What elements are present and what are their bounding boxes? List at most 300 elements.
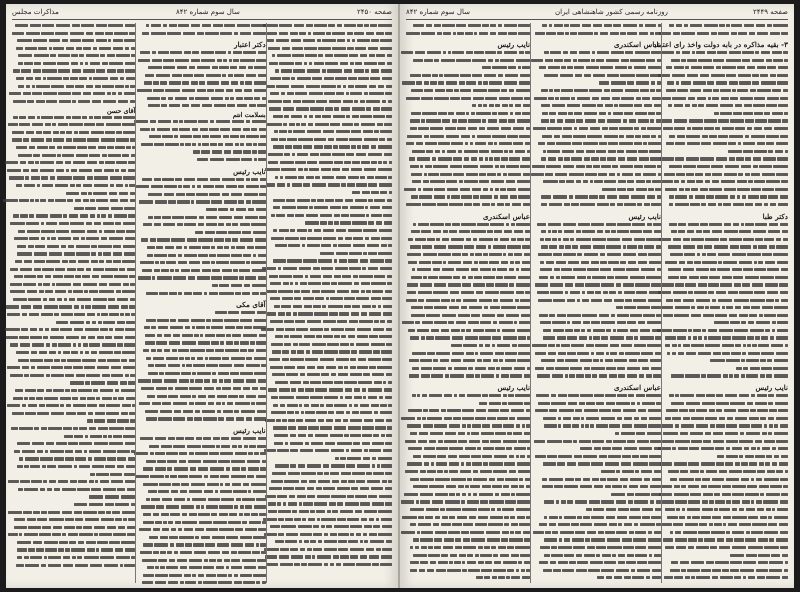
text-line [668,477,788,485]
text-line [273,365,392,373]
text-line [273,517,392,525]
text-line [273,61,392,69]
text-line [12,122,135,130]
text-line [12,510,135,518]
text-line [406,194,530,202]
text-line [406,172,530,180]
text-line [668,260,788,268]
text-line [668,537,788,545]
text-line [406,157,530,165]
text-line [142,119,265,127]
right-title: روزنامه رسمی کشور شاهنشاهی ایران [555,8,668,16]
text-line [142,283,265,291]
text-line [668,244,788,252]
text-line [406,351,530,359]
text-line [537,499,661,507]
right-col-2-text [537,23,661,583]
text-line [142,31,265,39]
text-line [12,99,135,107]
text-line [668,439,788,447]
text-line [273,418,392,426]
text-line [12,441,135,449]
text-line [273,304,392,312]
text-line [273,228,392,236]
text-line [273,220,392,228]
text-line [142,88,265,96]
speaker-name: آقای حسن [106,106,136,115]
text-line [12,289,135,297]
text-line [12,563,135,571]
text-line [142,73,265,81]
text-line [12,236,135,244]
text-line [142,580,265,588]
text-line [12,213,135,221]
text-line [537,575,661,583]
text-line [668,424,788,432]
text-line [273,501,392,509]
text-line [273,160,392,168]
section-heading: عباس اسکندری [483,211,530,221]
text-line [537,58,661,66]
text-line [273,524,392,532]
text-line [668,499,788,507]
text-line [668,416,788,424]
text-line [406,393,530,401]
text-line [668,237,788,245]
text-line [12,267,135,275]
text-line [142,103,265,111]
text-line [12,130,135,138]
text-line [537,408,661,416]
text-line [273,441,392,449]
text-line [273,547,392,555]
text-line [142,150,265,158]
text-line [12,327,135,335]
right-page-columns [406,23,788,583]
text-line [273,388,392,396]
text-line [406,275,530,283]
text-line [273,471,392,479]
text-line [12,31,135,39]
text-line [668,31,788,39]
left-column-3 [12,23,136,583]
text-line [142,310,265,318]
text-line [668,23,788,31]
text-line [668,126,788,134]
text-line [12,426,135,434]
text-line [537,343,661,351]
text-line [668,313,788,321]
right-page-header [406,8,788,20]
text-line [12,244,135,252]
text-line [537,111,661,119]
text-line [12,251,135,259]
text-line [406,187,530,195]
text-line [273,350,392,358]
text-line [668,530,788,538]
text-line [273,372,392,380]
text-line [142,527,265,535]
text-line [406,401,530,409]
text-line [12,312,135,320]
text-line [142,184,265,192]
text-line [273,69,392,77]
text-line [537,229,661,237]
text-line [668,111,788,119]
text-line [668,515,788,523]
text-line [142,81,265,89]
text-line [12,168,135,176]
left-column-2 [142,23,266,583]
text-line [668,393,788,401]
left-page-number: صفحه ۲۴۵۰ [356,8,392,16]
text-line [537,126,661,134]
text-line [142,489,265,497]
text-line [12,525,135,533]
text-line [537,461,661,469]
section-heading: نایب رئیس [755,383,788,393]
text-line [406,545,530,553]
text-line [537,73,661,81]
text-line [142,466,265,474]
text-line [273,46,392,54]
text-line [12,76,135,84]
left-issue-label: سال سوم شماره ۸۴۲ [175,8,240,16]
text-line [537,568,661,576]
newspaper-spread [6,4,794,588]
text-line [273,509,392,517]
right-issue-label: سال سوم شماره ۸۴۲ [406,8,470,16]
text-line [668,298,788,306]
text-line [142,134,265,142]
text-line [273,479,392,487]
text-line [12,84,135,92]
text-line [12,373,135,381]
text-line [406,484,530,492]
text-line [406,477,530,485]
section-heading: عباس اسکندری [614,40,661,50]
text-line [406,366,530,374]
text-line [668,194,788,202]
text-line [12,229,135,237]
text-line [537,313,661,321]
text-line [537,560,661,568]
text-line [12,91,135,99]
text-line [142,482,265,490]
text-line [537,267,661,275]
text-line [273,236,392,244]
text-line [537,119,661,127]
text-line [668,469,788,477]
text-line [12,449,135,457]
right-col-1-text [653,23,788,583]
text-line [273,425,392,433]
text-line [406,374,530,382]
text-line [668,568,788,576]
text-line [142,565,265,573]
text-line [273,281,392,289]
text-line [273,145,392,153]
text-line [12,434,135,442]
text-line [273,380,392,388]
text-line [537,88,661,96]
left-col-3-text [12,23,135,583]
section-heading: نایب رئیس [497,383,530,393]
text-line [668,119,788,127]
text-line [12,456,135,464]
text-line [406,416,530,424]
text-line [537,96,661,104]
text-line [142,573,265,581]
text-line [273,357,392,365]
text-line [537,237,661,245]
right-col-3-text [406,23,530,583]
text-line [273,175,392,183]
text-line [537,275,661,283]
text-line [406,461,530,469]
text-line [142,318,265,326]
text-line [12,61,135,69]
text-line [142,253,265,261]
text-line [668,522,788,530]
text-line [142,341,265,349]
text-line [273,251,392,259]
text-line [273,137,392,145]
text-line [406,492,530,500]
text-line [537,416,661,424]
text-line [668,290,788,298]
text-line [12,418,135,426]
left-column-1 [273,23,392,583]
text-line [273,403,392,411]
text-line [12,502,135,510]
text-line [273,532,392,540]
text-line [142,444,265,452]
text-line [273,555,392,563]
text-line [273,38,392,46]
left-page-columns [12,23,392,583]
left-col-2-text [142,23,265,583]
text-line [142,215,265,223]
text-line [12,282,135,290]
text-line [668,328,788,336]
text-line [12,305,135,313]
text-line [406,252,530,260]
text-line [12,487,135,495]
text-line [406,81,530,89]
text-line [406,575,530,583]
text-line [537,446,661,454]
text-line [668,575,788,583]
text-line [406,560,530,568]
text-line [537,157,661,165]
text-line [273,107,392,115]
text-line [142,65,265,73]
text-line [273,53,392,61]
text-line [406,282,530,290]
text-line [273,410,392,418]
text-line [273,433,392,441]
text-line [668,431,788,439]
text-line [406,267,530,275]
text-line [12,464,135,472]
text-line [142,401,265,409]
text-line [12,46,135,54]
section-heading: آقای مکی [236,300,266,310]
text-line [668,172,788,180]
speaker-name: بسلامت انتم [232,110,266,119]
left-col-1-text [273,23,392,583]
text-line [668,401,788,409]
text-line [142,96,265,104]
text-line [12,138,135,146]
text-line [406,222,530,230]
text-line [142,558,265,566]
text-line [12,548,135,556]
text-line [537,477,661,485]
text-line [668,553,788,561]
text-line [406,103,530,111]
text-line [537,81,661,89]
text-line [406,96,530,104]
text-line [406,260,530,268]
text-line [12,259,135,267]
text-line [142,520,265,528]
text-line [273,23,392,31]
text-line [406,23,530,31]
text-line [12,38,135,46]
right-column-3 [406,23,531,583]
text-line [273,312,392,320]
text-line [12,153,135,161]
text-line [273,84,392,92]
text-line [142,550,265,558]
text-line [142,325,265,333]
text-line [142,268,265,276]
text-line [406,290,530,298]
text-line [273,342,392,350]
text-line [537,134,661,142]
section-heading: نایب رئیس [233,426,266,436]
text-line [537,164,661,172]
text-line [406,31,530,39]
text-line [668,484,788,492]
text-line [668,336,788,344]
text-line [142,436,265,444]
text-line [142,497,265,505]
text-line [12,53,135,61]
text-line [406,507,530,515]
text-line [12,297,135,305]
text-line [12,191,135,199]
text-line [12,479,135,487]
text-line [537,374,661,382]
text-line [12,403,135,411]
text-line [537,351,661,359]
text-line [537,393,661,401]
text-line [12,540,135,548]
text-line [12,335,135,343]
text-line [12,381,135,389]
text-line [668,461,788,469]
text-line [142,474,265,482]
text-line [537,366,661,374]
text-line [668,351,788,359]
text-line [537,305,661,313]
left-section-label: مذاکرات مجلس [12,8,59,16]
text-line [273,486,392,494]
text-line [406,126,530,134]
text-line [406,328,530,336]
text-line [537,530,661,538]
text-line [537,252,661,260]
text-line [537,65,661,73]
text-line [406,164,530,172]
text-line [273,129,392,137]
text-line [668,141,788,149]
text-line [142,504,265,512]
text-line [142,230,265,238]
text-line [406,88,530,96]
text-line [273,266,392,274]
text-line [142,157,265,165]
section-heading: نایب رئیس [233,166,266,176]
text-line [273,274,392,282]
text-line [668,320,788,328]
text-line [668,229,788,237]
text-line [142,177,265,185]
text-line [273,319,392,327]
text-line [537,320,661,328]
text-line [273,327,392,335]
text-line [406,141,530,149]
text-line [12,532,135,540]
text-line [537,439,661,447]
text-line [12,206,135,214]
text-line [12,23,135,31]
text-line [273,182,392,190]
text-line [142,363,265,371]
text-line [406,343,530,351]
text-line [12,494,135,502]
left-page-header [12,8,392,20]
text-line [406,358,530,366]
text-line [406,537,530,545]
text-line [537,522,661,530]
text-line [668,81,788,89]
text-line [406,469,530,477]
text-line [668,179,788,187]
text-line [406,446,530,454]
text-line [142,275,265,283]
text-line [142,222,265,230]
text-line [142,142,265,150]
text-line [537,222,661,230]
left-page [6,4,400,588]
text-line [537,172,661,180]
text-line [537,537,661,545]
text-line [273,296,392,304]
text-line [537,149,661,157]
text-line [668,149,788,157]
text-line [537,50,661,58]
text-line [142,207,265,215]
text-line [668,282,788,290]
text-line [537,553,661,561]
text-line [406,119,530,127]
text-line [668,492,788,500]
text-line [273,91,392,99]
